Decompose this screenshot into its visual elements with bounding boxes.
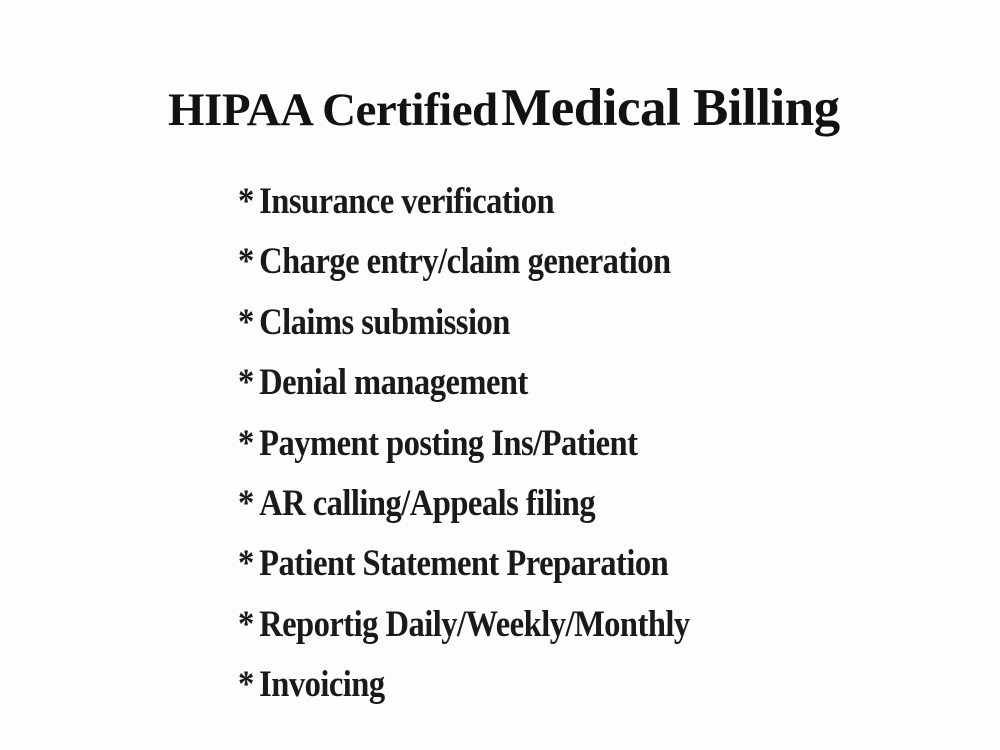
service-item-label: Payment posting Ins/Patient — [259, 422, 638, 464]
service-item-ar-calling — [238, 474, 690, 534]
service-item-charge-entry — [238, 232, 690, 292]
service-item-label: Reportig Daily/Weekly/Monthly — [259, 603, 690, 645]
service-item-denial-management — [238, 353, 690, 413]
service-item-label: Insurance verification — [259, 181, 555, 222]
service-item-payment-posting — [238, 414, 690, 474]
service-item-patient-statement — [238, 534, 690, 594]
bullet-mark: * — [238, 301, 254, 343]
service-item-label: Claims submission — [259, 301, 510, 343]
service-item-claims-submission — [238, 293, 690, 353]
service-item-label: AR calling/Appeals filing — [259, 482, 596, 524]
bullet-mark: * — [238, 422, 254, 464]
service-item-label: Patient Statement Preparation — [259, 543, 669, 585]
slide-title — [168, 78, 840, 138]
service-item-insurance-verification — [238, 172, 690, 232]
bullet-mark: * — [238, 241, 254, 283]
bullet-mark: * — [238, 482, 254, 524]
service-list — [238, 172, 751, 716]
service-item-label: Charge entry/claim generation — [259, 241, 671, 283]
title-part-2: Medical Billing — [501, 79, 840, 137]
service-item-label: Invoicing — [259, 664, 385, 706]
bullet-mark: * — [238, 181, 254, 222]
bullet-mark: * — [238, 664, 254, 706]
service-item-label: Denial management — [259, 362, 528, 404]
title-part-1: HIPAA Certified — [168, 84, 498, 136]
bullet-mark: * — [238, 362, 254, 404]
bullet-mark: * — [238, 543, 254, 585]
bullet-mark: * — [238, 603, 254, 645]
service-item-invoicing — [238, 655, 690, 715]
service-item-reporting — [238, 595, 690, 655]
